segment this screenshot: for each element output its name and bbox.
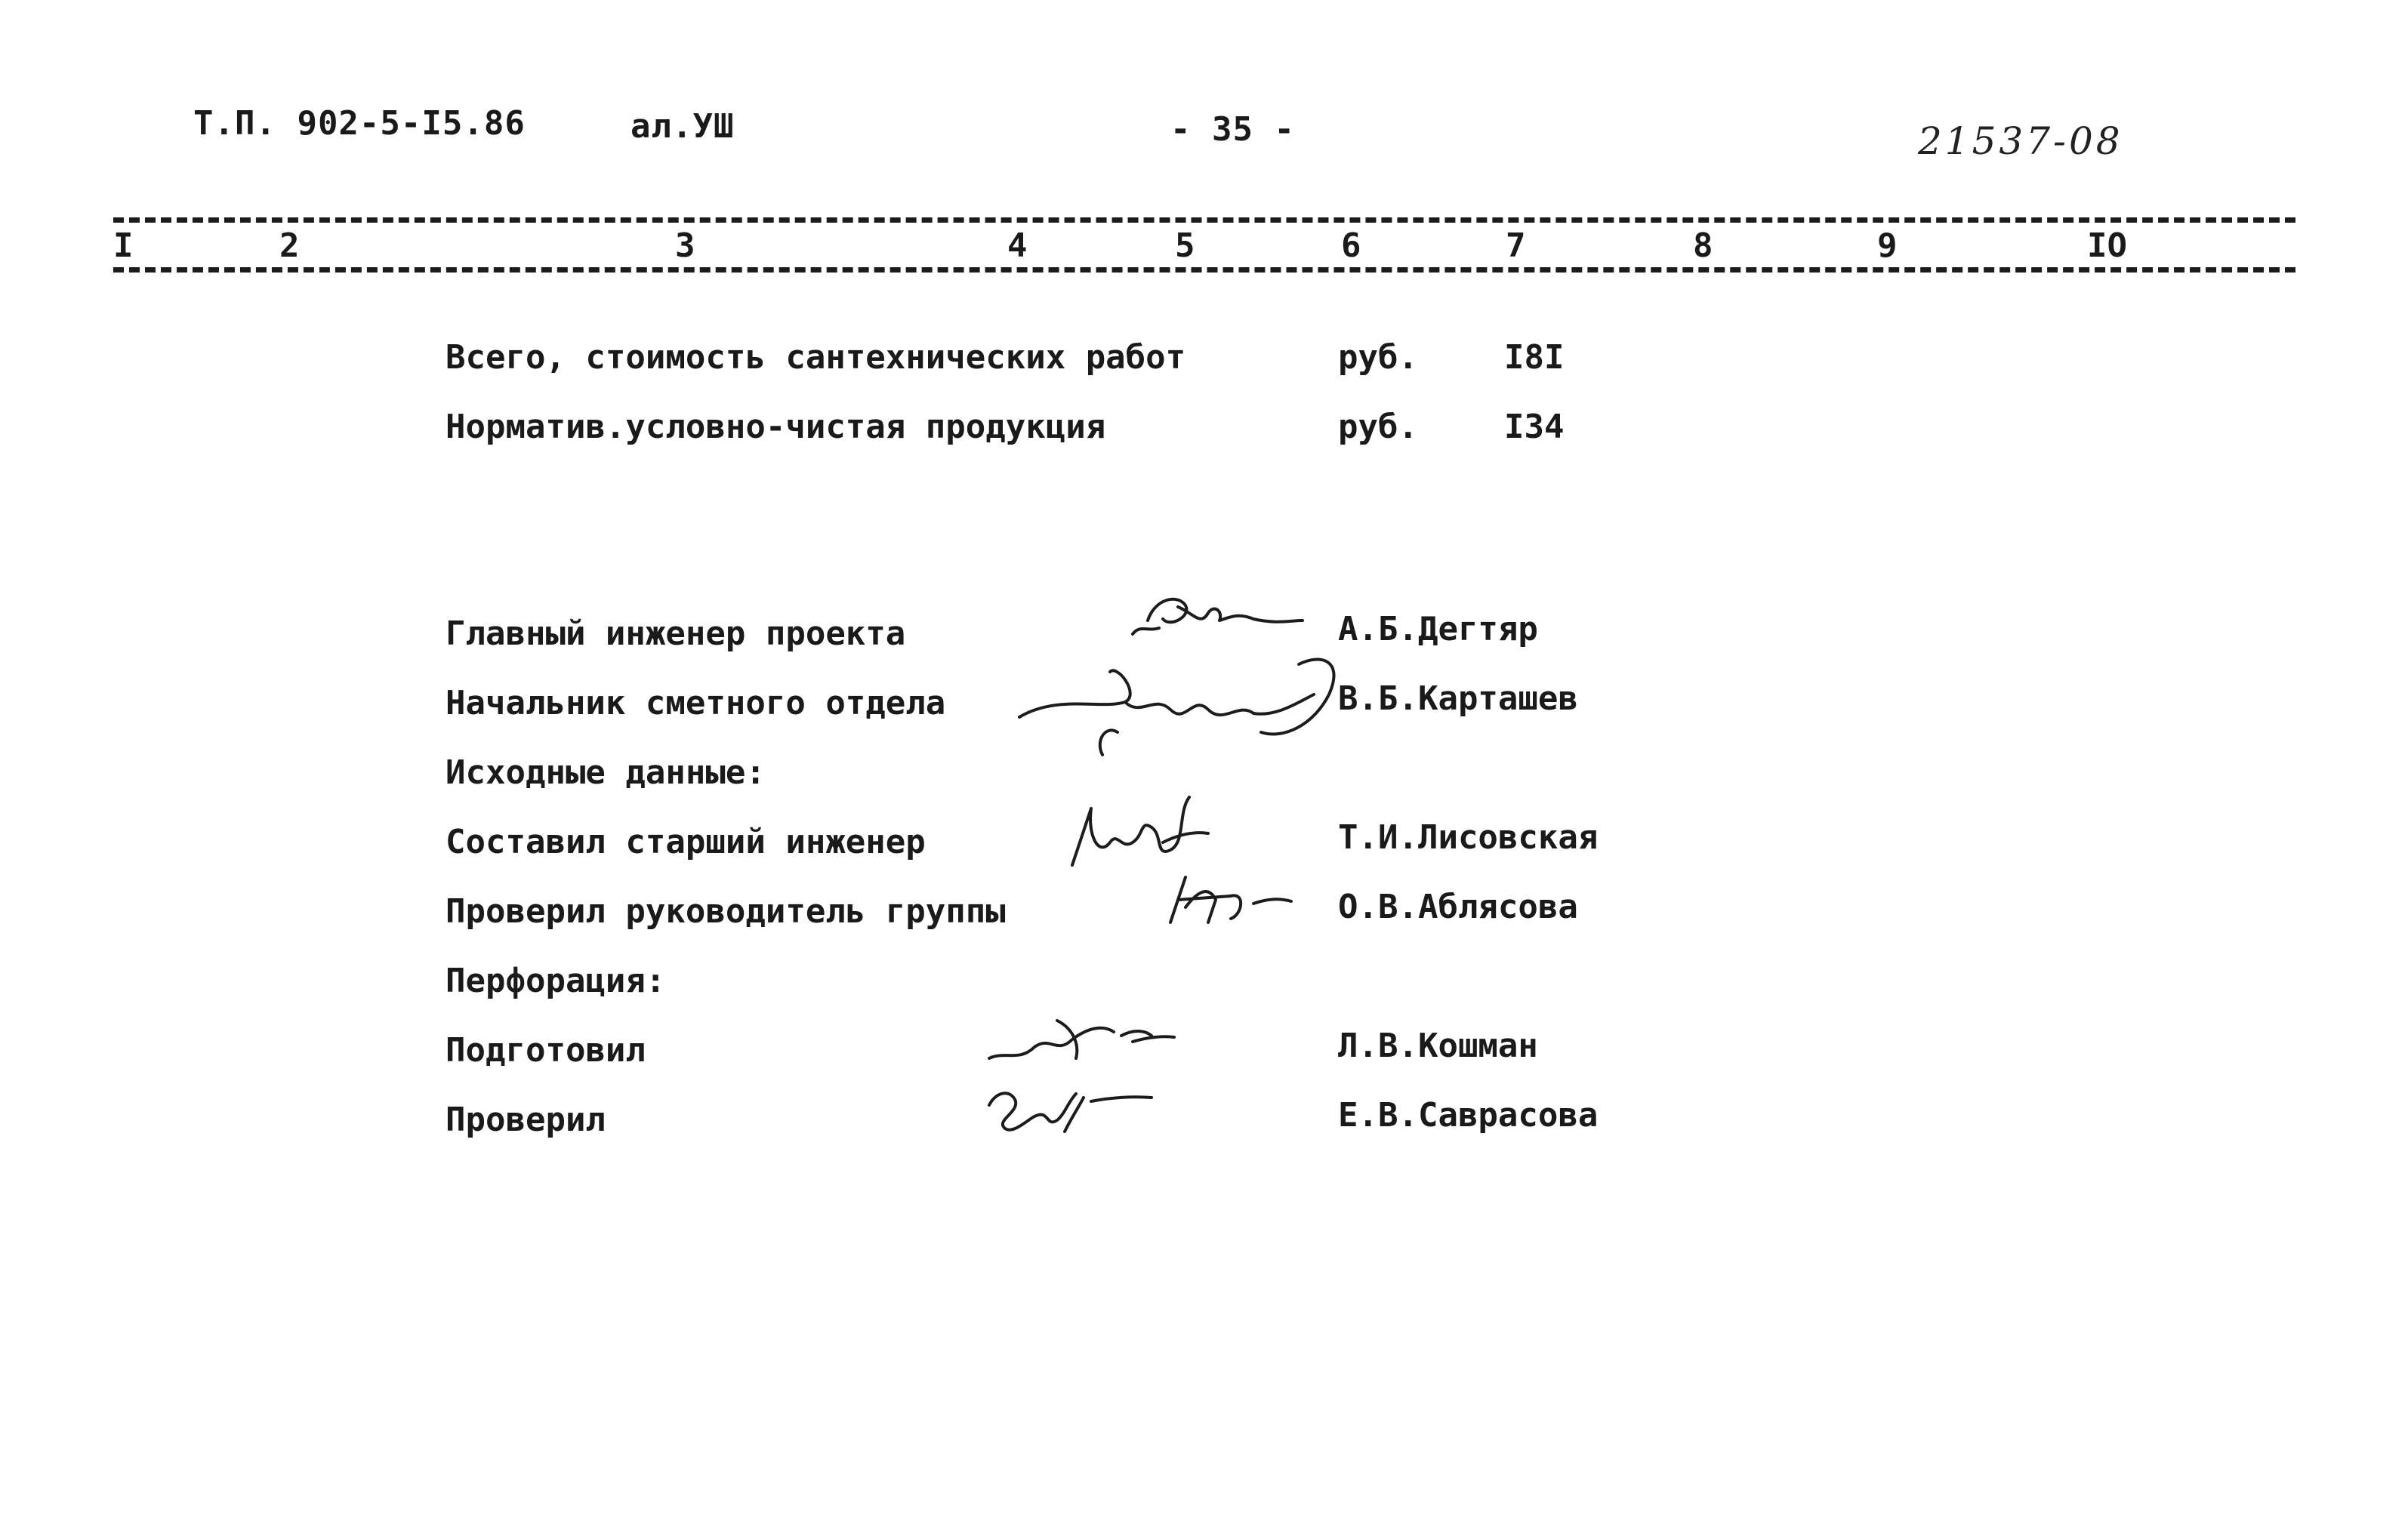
column-header-top-line <box>113 217 2295 223</box>
role-source-data: Исходные данные: <box>446 753 766 792</box>
document-code: Т.П. 902-5-I5.86 <box>193 104 526 143</box>
total-value: I8I <box>1504 338 1565 377</box>
name-head-estimates: В.Б.Карташев <box>1338 679 1578 718</box>
net-product-unit: руб. <box>1338 408 1418 446</box>
role-perforation: Перфорация: <box>446 962 666 1000</box>
net-product-value: I34 <box>1504 408 1565 446</box>
signature-prepared <box>982 1005 1178 1076</box>
role-checked: Проверил <box>446 1101 606 1139</box>
name-checked-lead: О.В.Аблясова <box>1338 888 1578 926</box>
total-unit: руб. <box>1338 338 1418 377</box>
column-number-1: I <box>110 225 137 267</box>
signature-head-estimates <box>1012 649 1352 781</box>
name-prepared: Л.В.Кошман <box>1338 1027 1538 1065</box>
album-label: ал.УШ <box>631 107 735 146</box>
name-checked: Е.В.Саврасова <box>1338 1096 1599 1135</box>
role-head-estimates: Начальник сметного отдела <box>446 684 946 722</box>
column-number-5: 5 <box>1172 225 1198 267</box>
name-compiled: Т.И.Лисовская <box>1338 818 1599 857</box>
name-chief-engineer: А.Б.Дегтяр <box>1338 610 1538 648</box>
role-checked-lead: Проверил руководитель группы <box>446 892 1006 931</box>
handwritten-code: 21537-08 <box>1918 119 2123 163</box>
role-chief-engineer: Главный инженер проекта <box>446 614 906 653</box>
column-number-2: 2 <box>276 225 303 267</box>
net-product-label: Норматив.условно-чистая продукция <box>446 408 1106 446</box>
column-number-6: 6 <box>1338 225 1364 267</box>
total-label: Всего, стоимость сантехнических работ <box>446 338 1186 377</box>
column-number-7: 7 <box>1503 225 1529 267</box>
column-header-bottom-line <box>113 267 2295 273</box>
column-number-8: 8 <box>1690 225 1716 267</box>
signature-checked-lead <box>1163 870 1299 933</box>
role-prepared: Подготовил <box>446 1031 646 1070</box>
role-compiled: Составил старший инженер <box>446 823 926 861</box>
page-number: - 35 - <box>1170 110 1295 149</box>
column-number-10: IO <box>2084 225 2130 267</box>
signature-checked <box>982 1075 1155 1153</box>
signature-chief-engineer <box>1125 590 1314 646</box>
column-number-9: 9 <box>1874 225 1901 267</box>
column-number-3: 3 <box>672 225 698 267</box>
column-number-4: 4 <box>1004 225 1031 267</box>
signature-compiled <box>1057 782 1238 883</box>
